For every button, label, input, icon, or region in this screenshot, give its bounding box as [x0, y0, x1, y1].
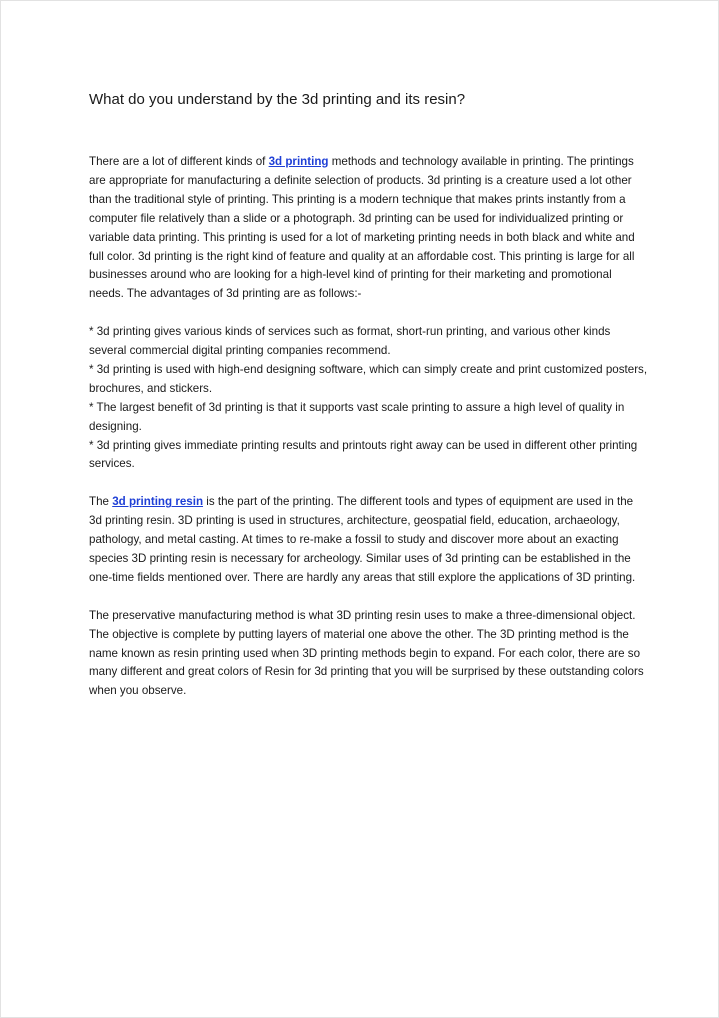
document-body	[89, 153, 649, 720]
list-item: * 3d printing gives immediate printing results and printouts right away can be used in different other printing services.	[89, 438, 638, 471]
list-item: * 3d printing is used with high-end designing software, which can simply create and print customized posters, brochures, and stickers.	[89, 362, 648, 395]
paragraph-resin-rest: is the part of the printing. The different tools and types of equipment are used in the 3d printing resin. 3D printing is used in structures, architecture, geospatial field, education, archaeology, pathology, and metal casting. At times to re-make a fossil to study and discover more about an exacting species 3D printing resin is necessary for archeology. Similar uses of 3d printing can be established in the one-time fields mentioned over. There are hardly any areas that still explore the applications of 3D printing.	[89, 495, 636, 584]
paragraph-resin-lead: The	[89, 495, 113, 509]
paragraph-intro-lead: There are a lot of different kinds of	[89, 155, 269, 168]
paragraph-intro	[89, 153, 649, 304]
link-3d-printing[interactable]: 3d printing	[268, 155, 329, 168]
paragraph-manufacturing: The preservative manufacturing method is what 3D printing resin uses to make a three-dimensional object. The objective is complete by putting layers of material one above the other. The 3D printing method is the name known as resin printing used when 3D printing methods begin to expand. For each color, there are so many different and great colors of Resin for 3d printing that you will be surprised by these outstanding colors when you observe.	[89, 608, 644, 698]
page-title: What do you understand by the 3d printing and its resin?	[89, 91, 466, 108]
advantages-list	[89, 323, 649, 474]
list-item: * The largest benefit of 3d printing is that it supports vast scale printing to assure a high level of quality in designing.	[89, 400, 625, 433]
paragraph-resin	[89, 493, 649, 588]
list-item: * 3d printing gives various kinds of services such as format, short-run printing, and various other kinds several commercial digital printing companies recommend.	[89, 325, 611, 358]
link-3d-printing-resin[interactable]: 3d printing resin	[112, 495, 204, 509]
paragraph-intro-rest: methods and technology available in printing. The printings are appropriate for manufacturing a definite selection of products. 3d printing is a creature used a lot other than the traditional style of printing. This printing is a modern technique that makes prints instantly from a computer file relatively than a slide or a photograph. 3d printing can be used for individualized printing or variable data printing. This printing is used for a lot of marketing printing needs in both black and white and full color. 3d printing is the right kind of feature and quality at an affordable cost. This printing is large for all businesses around who are looking for a high-level kind of printing for their marketing and promotional needs. The advantages of 3d printing are as follows:-	[89, 155, 635, 301]
